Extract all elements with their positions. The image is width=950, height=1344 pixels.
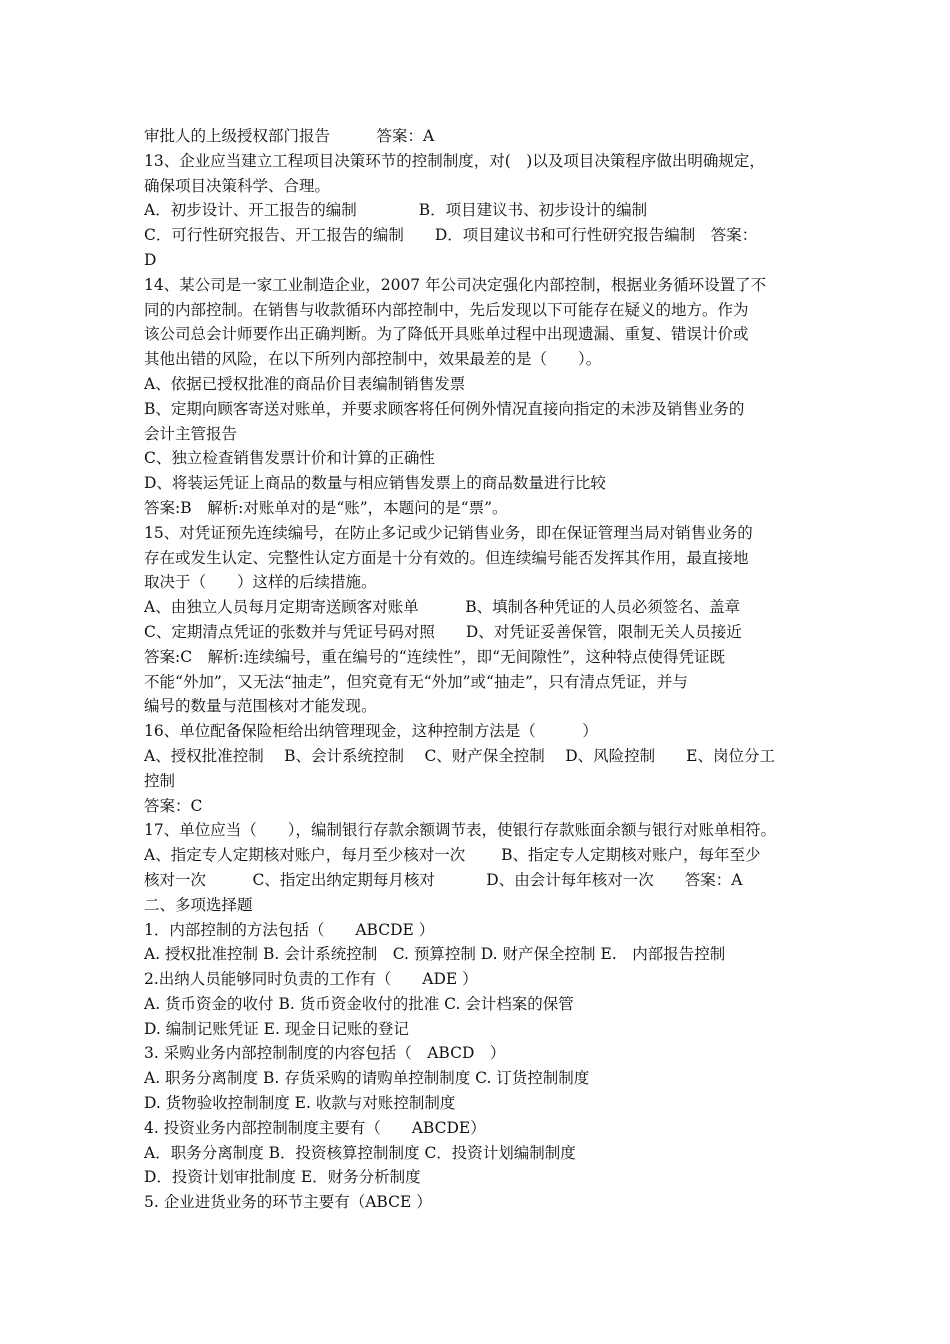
text-line: 15、对凭证预先连续编号，在防止多记或少记销售业务，即在保证管理当局对销售业务的 <box>144 523 753 542</box>
text-line: 16、单位配备保险柜给出纳管理现金，这种控制方法是（ ） <box>144 722 598 741</box>
text-line: C、独立检查销售发票计价和计算的正确性 <box>144 449 435 468</box>
text-line: 答案:B 解析:对账单对的是“账”，本题问的是“票”。 <box>144 498 508 517</box>
text-line: 不能“外加”，又无法“抽走”，但究竟有无“外加”或“抽走”，只有清点凭证，并与 <box>144 672 688 691</box>
text-line: 4. 投资业务内部控制制度主要有（ ABCDE） <box>144 1118 486 1137</box>
text-line: 确保项目决策科学、合理。 <box>144 176 331 195</box>
text-line: 14、某公司是一家工业制造企业，2007 年公司决定强化内部控制，根据业务循环设置了不 <box>144 275 767 294</box>
text-line: 会计主管报告 <box>144 424 238 443</box>
text-line: A、由独立人员每月定期寄送顾客对账单 B、填制各种凭证的人员必须签名、盖章 <box>144 598 741 617</box>
text-line: A、指定专人定期核对账户，每月至少核对一次 B、指定专人定期核对账户，每年至少 <box>144 846 761 865</box>
text-line: 存在或发生认定、完整性认定方面是十分有效的。但连续编号能否发挥其作用，最直接地 <box>144 548 749 567</box>
text-line: 13、企业应当建立工程项目决策环节的控制制度，对( )以及项目决策程序做出明确规定， <box>144 151 765 170</box>
text-line: 同的内部控制。在销售与收款循环内部控制中，先后发现以下可能存在疑义的地方。作为 <box>144 300 749 319</box>
text-line: D、将装运凭证上商品的数量与相应销售发票上的商品数量进行比较 <box>144 474 606 493</box>
text-line: D．投资计划审批制度 E．财务分析制度 <box>144 1168 421 1187</box>
document-page <box>144 124 824 1215</box>
text-line: D. 编制记账凭证 E. 现金日记账的登记 <box>144 1019 409 1038</box>
text-line: 答案:C 解析:连续编号，重在编号的“连续性”，即“无间隙性”，这种特点使得凭证既 <box>144 647 726 666</box>
text-line: 2.出纳人员能够同时负责的工作有（ ADE ） <box>144 970 478 989</box>
text-line: A. 授权批准控制 B. 会计系统控制 C. 预算控制 D. 财产保全控制 E. 内部报告控制 <box>144 945 726 964</box>
text-line: 其他出错的风险，在以下所列内部控制中，效果最差的是（ ）。 <box>144 350 602 369</box>
text-line: D. 货物验收控制制度 E. 收款与对账控制制度 <box>144 1094 456 1113</box>
text-line: A. 货币资金的收付 B. 货币资金收付的批准 C. 会计档案的保管 <box>144 994 574 1013</box>
text-line: 1．内部控制的方法包括（ ABCDE ） <box>144 920 435 939</box>
text-line: 控制 <box>144 771 176 790</box>
text-line: 审批人的上级授权部门报告 答案：A <box>144 127 435 145</box>
text-line: C．可行性研究报告、开工报告的编制 D．项目建议书和可行性研究报告编制 答案： <box>144 226 758 245</box>
text-line: A．职务分离制度 B．投资核算控制制度 C．投资计划编制制度 <box>144 1143 576 1162</box>
text-line: A、授权批准控制 B、会计系统控制 C、财产保全控制 D、风险控制 E、岗位分工 <box>144 746 775 765</box>
text-line: A．初步设计、开工报告的编制 B．项目建议书、初步设计的编制 <box>144 201 648 220</box>
section-heading: 二、多项选择题 <box>144 895 253 914</box>
text-line: 3. 采购业务内部控制制度的内容包括（ ABCD ） <box>144 1044 506 1063</box>
text-line: A. 职务分离制度 B. 存货采购的请购单控制制度 C. 订货控制制度 <box>144 1069 590 1088</box>
text-line: 编号的数量与范围核对才能发现。 <box>144 697 377 716</box>
text-line: 该公司总会计师要作出正确判断。为了降低开具账单过程中出现遗漏、重复、错误计价或 <box>144 325 749 344</box>
text-line: 取决于（ ）这样的后续措施。 <box>144 573 377 592</box>
text-line: 核对一次 C、指定出纳定期每月核对 D、由会计每年核对一次 答案：A <box>144 870 743 889</box>
text-line: B、定期向顾客寄送对账单，并要求顾客将任何例外情况直接向指定的未涉及销售业务的 <box>144 399 745 418</box>
text-line: C、定期清点凭证的张数并与凭证号码对照 D、对凭证妥善保管，限制无关人员接近 <box>144 622 742 641</box>
text-line: D <box>144 250 157 269</box>
text-line: 5. 企业进货业务的环节主要有（ABCE ） <box>144 1193 432 1212</box>
text-line: 答案：C <box>144 796 203 815</box>
text-line: 17、单位应当（ ），编制银行存款余额调节表，使银行存款账面余额与银行对账单相符。 <box>144 821 776 840</box>
text-line: A、依据已授权批准的商品价目表编制销售发票 <box>144 374 466 393</box>
